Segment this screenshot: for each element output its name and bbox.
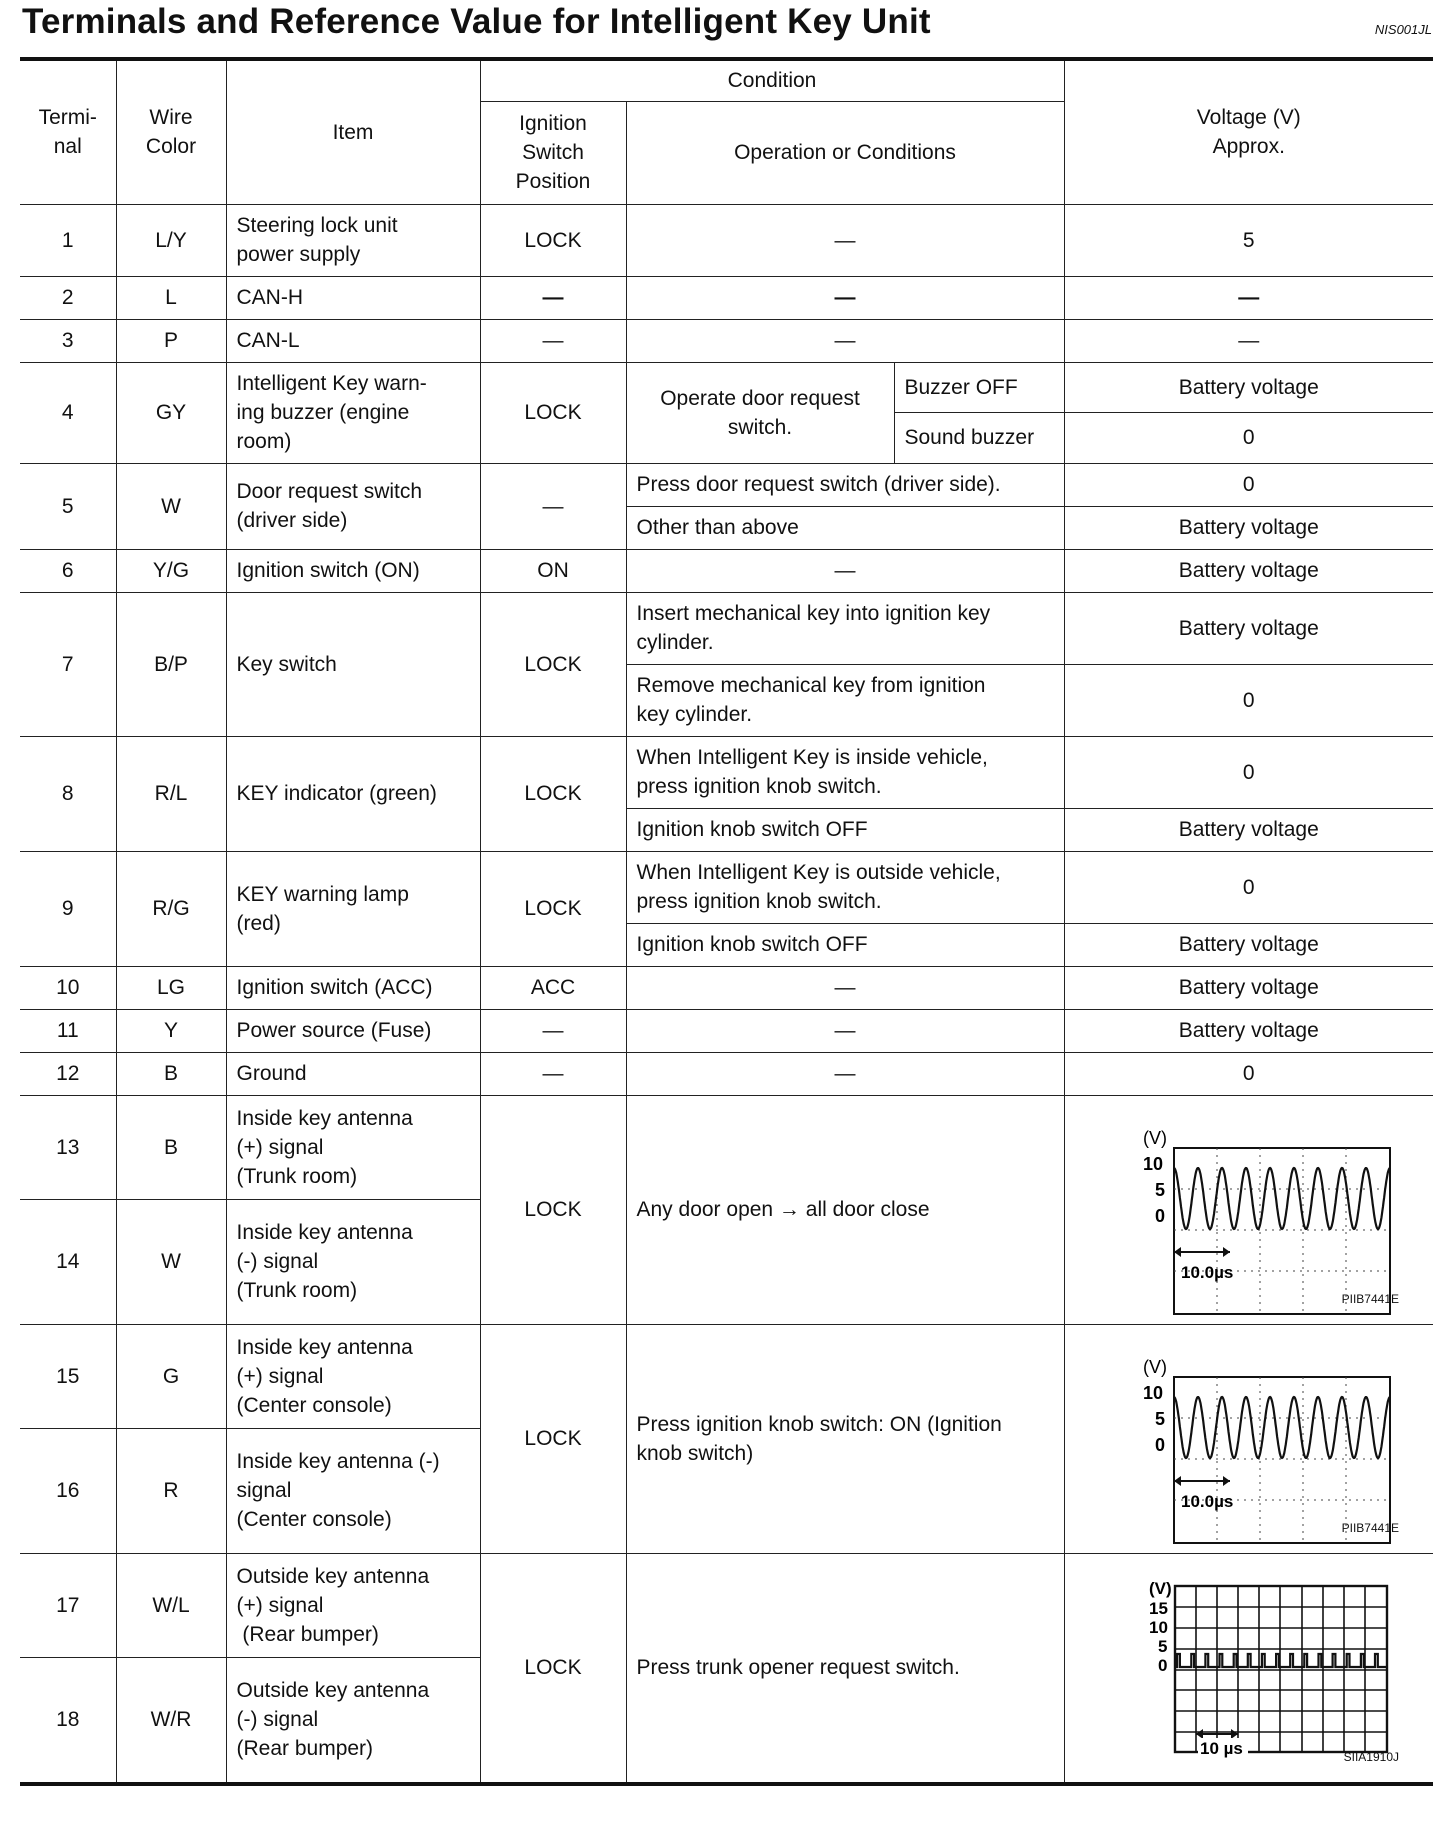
operation-condition: — xyxy=(626,1009,1064,1052)
ignition-position: — xyxy=(480,1009,626,1052)
ignition-position: ACC xyxy=(480,966,626,1009)
terminal-number: 15 xyxy=(20,1324,116,1428)
ignition-position: LOCK xyxy=(480,592,626,736)
sub-condition: Sound buzzer xyxy=(894,412,1064,463)
scope-tick: 10 xyxy=(1142,1382,1163,1403)
terminal-number: 13 xyxy=(20,1095,116,1199)
table-row xyxy=(20,1009,1433,1052)
terminal-number: 10 xyxy=(20,966,116,1009)
wire-color: R xyxy=(116,1428,226,1553)
item-name: Inside key antenna (+) signal (Center console) xyxy=(226,1324,480,1428)
voltage-value: Battery voltage xyxy=(1064,362,1433,412)
header-wire-color: Wire Color xyxy=(116,61,226,204)
ignition-position: LOCK xyxy=(480,736,626,851)
item-name: CAN-H xyxy=(226,276,480,319)
item-name: Inside key antenna (-) signal (Center console) xyxy=(226,1428,480,1553)
operation-condition: — xyxy=(626,1052,1064,1095)
item-name: Power source (Fuse) xyxy=(226,1009,480,1052)
wire-color: Y xyxy=(116,1009,226,1052)
wire-color: L/Y xyxy=(116,204,226,276)
terminal-number: 2 xyxy=(20,276,116,319)
ignition-position: ON xyxy=(480,549,626,592)
terminal-number: 1 xyxy=(20,204,116,276)
voltage-value: Battery voltage xyxy=(1064,549,1433,592)
wire-color: B xyxy=(116,1052,226,1095)
terminal-number: 3 xyxy=(20,319,116,362)
wire-color: GY xyxy=(116,362,226,463)
header-condition: Condition xyxy=(480,61,1064,101)
voltage-value: 0 xyxy=(1064,736,1433,808)
scope-tick: 0 xyxy=(1157,1655,1168,1675)
wire-color: L xyxy=(116,276,226,319)
operation-condition: Insert mechanical key into ignition key cylinder. xyxy=(626,592,1064,664)
operation-condition: When Intelligent Key is inside vehicle, press ignition knob switch. xyxy=(626,736,1064,808)
header-operation: Operation or Conditions xyxy=(626,101,1064,204)
wire-color: W/L xyxy=(116,1553,226,1658)
voltage-value: Battery voltage xyxy=(1064,592,1433,664)
operation-condition: — xyxy=(626,204,1064,276)
item-name: Ignition switch (ACC) xyxy=(226,966,480,1009)
scope-tick: 5 xyxy=(1154,1408,1165,1429)
scope-tick: 0 xyxy=(1154,1434,1165,1455)
item-name: Door request switch (driver side) xyxy=(226,463,480,549)
waveform-cell xyxy=(1064,1095,1433,1324)
voltage-value: 0 xyxy=(1064,463,1433,506)
table-row xyxy=(20,319,1433,362)
terminal-number: 4 xyxy=(20,362,116,463)
voltage-value: 0 xyxy=(1064,1052,1433,1095)
wire-color: B/P xyxy=(116,592,226,736)
scope-time-division: 10.0µs xyxy=(1180,1262,1234,1282)
ignition-position: LOCK xyxy=(480,204,626,276)
document-id: NIS001JL xyxy=(1374,22,1432,37)
ignition-position: LOCK xyxy=(480,362,626,463)
ignition-position: LOCK xyxy=(480,1095,626,1324)
table-row xyxy=(20,592,1433,664)
figure-id: PIIB7441E xyxy=(1341,1520,1399,1535)
operation-condition: Ignition knob switch OFF xyxy=(626,808,1064,851)
voltage-value: Battery voltage xyxy=(1064,923,1433,966)
figure-id: SIIA1910J xyxy=(1343,1749,1399,1764)
table-row xyxy=(20,736,1433,808)
scope-time-division: 10.0µs xyxy=(1180,1491,1234,1511)
terminal-number: 8 xyxy=(20,736,116,851)
item-name: Ground xyxy=(226,1052,480,1095)
voltage-value: 0 xyxy=(1064,412,1433,463)
item-name: CAN-L xyxy=(226,319,480,362)
wire-color: R/L xyxy=(116,736,226,851)
item-name: KEY warning lamp (red) xyxy=(226,851,480,966)
terminal-number: 16 xyxy=(20,1428,116,1553)
table-row xyxy=(20,276,1433,319)
ignition-position: — xyxy=(480,1052,626,1095)
table-row xyxy=(20,966,1433,1009)
operation-condition: Press trunk opener request switch. xyxy=(626,1553,1064,1784)
wire-color: LG xyxy=(116,966,226,1009)
scope-tick: 0 xyxy=(1154,1205,1165,1226)
voltage-value: 0 xyxy=(1064,664,1433,736)
item-name: Intelligent Key warn- ing buzzer (engine room) xyxy=(226,362,480,463)
table-row xyxy=(20,549,1433,592)
ignition-position: — xyxy=(480,276,626,319)
operation-condition: — xyxy=(626,276,1064,319)
wire-color: B xyxy=(116,1095,226,1199)
terminal-number: 12 xyxy=(20,1052,116,1095)
ignition-position: LOCK xyxy=(480,851,626,966)
wire-color: G xyxy=(116,1324,226,1428)
terminal-number: 6 xyxy=(20,549,116,592)
sub-condition: Buzzer OFF xyxy=(894,362,1064,412)
item-name: Ignition switch (ON) xyxy=(226,549,480,592)
voltage-value: 5 xyxy=(1064,204,1433,276)
table-row xyxy=(20,362,1433,412)
voltage-value: — xyxy=(1064,319,1433,362)
table-row xyxy=(20,204,1433,276)
terminal-number: 5 xyxy=(20,463,116,549)
terminal-number: 14 xyxy=(20,1199,116,1324)
ignition-position: — xyxy=(480,319,626,362)
voltage-value: — xyxy=(1064,276,1433,319)
figure-id: PIIB7441E xyxy=(1341,1291,1399,1306)
header-item: Item xyxy=(226,61,480,204)
ignition-position: LOCK xyxy=(480,1324,626,1553)
table-row xyxy=(20,1052,1433,1095)
item-name: KEY indicator (green) xyxy=(226,736,480,851)
waveform-cell xyxy=(1064,1324,1433,1553)
operation-condition: Remove mechanical key from ignition key cylinder. xyxy=(626,664,1064,736)
scope-unit: (V) xyxy=(1148,1578,1172,1598)
scope-time-division: 10 µs xyxy=(1199,1738,1243,1758)
operation-condition: — xyxy=(626,966,1064,1009)
operation-condition: Any door open → all door close xyxy=(626,1095,1064,1324)
wire-color: Y/G xyxy=(116,549,226,592)
voltage-value: Battery voltage xyxy=(1064,808,1433,851)
header-voltage: Voltage (V) Approx. xyxy=(1064,61,1433,204)
item-name: Inside key antenna (-) signal (Trunk room) xyxy=(226,1199,480,1324)
item-name: Outside key antenna (-) signal (Rear bumper) xyxy=(226,1658,480,1784)
ignition-position: LOCK xyxy=(480,1553,626,1784)
operation-condition: Operate door request switch. xyxy=(626,362,894,463)
scope-tick: 10 xyxy=(1142,1153,1163,1174)
table-row xyxy=(20,1095,1433,1199)
terminal-number: 9 xyxy=(20,851,116,966)
wire-color: W/R xyxy=(116,1658,226,1784)
page-title: Terminals and Reference Value for Intelligent Key Unit xyxy=(22,2,931,41)
operation-condition: — xyxy=(626,319,1064,362)
voltage-value: Battery voltage xyxy=(1064,1009,1433,1052)
table-row xyxy=(20,1324,1433,1428)
scope-unit: (V) xyxy=(1142,1356,1167,1377)
ignition-position: — xyxy=(480,463,626,549)
operation-condition: Ignition knob switch OFF xyxy=(626,923,1064,966)
wire-color: W xyxy=(116,1199,226,1324)
item-name: Key switch xyxy=(226,592,480,736)
voltage-value: Battery voltage xyxy=(1064,966,1433,1009)
operation-condition: Press ignition knob switch: ON (Ignition knob switch) xyxy=(626,1324,1064,1553)
operation-condition: — xyxy=(626,549,1064,592)
operation-condition: Press door request switch (driver side). xyxy=(626,463,1064,506)
scope-tick: 5 xyxy=(1157,1636,1168,1656)
wire-color: W xyxy=(116,463,226,549)
terminal-number: 7 xyxy=(20,592,116,736)
table-row xyxy=(20,463,1433,506)
item-name: Steering lock unit power supply xyxy=(226,204,480,276)
scope-tick: 5 xyxy=(1154,1179,1165,1200)
terminal-number: 18 xyxy=(20,1658,116,1784)
voltage-value: 0 xyxy=(1064,851,1433,923)
header-ignition-switch-position: Ignition Switch Position xyxy=(480,101,626,204)
wire-color: R/G xyxy=(116,851,226,966)
terminal-number: 11 xyxy=(20,1009,116,1052)
header-terminal: Termi- nal xyxy=(20,61,116,204)
terminal-reference-table xyxy=(20,61,1433,1786)
scope-tick: 15 xyxy=(1148,1598,1168,1618)
item-name: Inside key antenna (+) signal (Trunk room) xyxy=(226,1095,480,1199)
scope-tick: 10 xyxy=(1148,1617,1168,1637)
voltage-value: Battery voltage xyxy=(1064,506,1433,549)
scope-unit: (V) xyxy=(1142,1127,1167,1148)
table-row xyxy=(20,1553,1433,1658)
waveform-cell xyxy=(1064,1553,1433,1784)
terminal-number: 17 xyxy=(20,1553,116,1658)
table-row xyxy=(20,851,1433,923)
item-name: Outside key antenna (+) signal (Rear bumper) xyxy=(226,1553,480,1658)
operation-condition: When Intelligent Key is outside vehicle, press ignition knob switch. xyxy=(626,851,1064,923)
operation-condition: Other than above xyxy=(626,506,1064,549)
wire-color: P xyxy=(116,319,226,362)
